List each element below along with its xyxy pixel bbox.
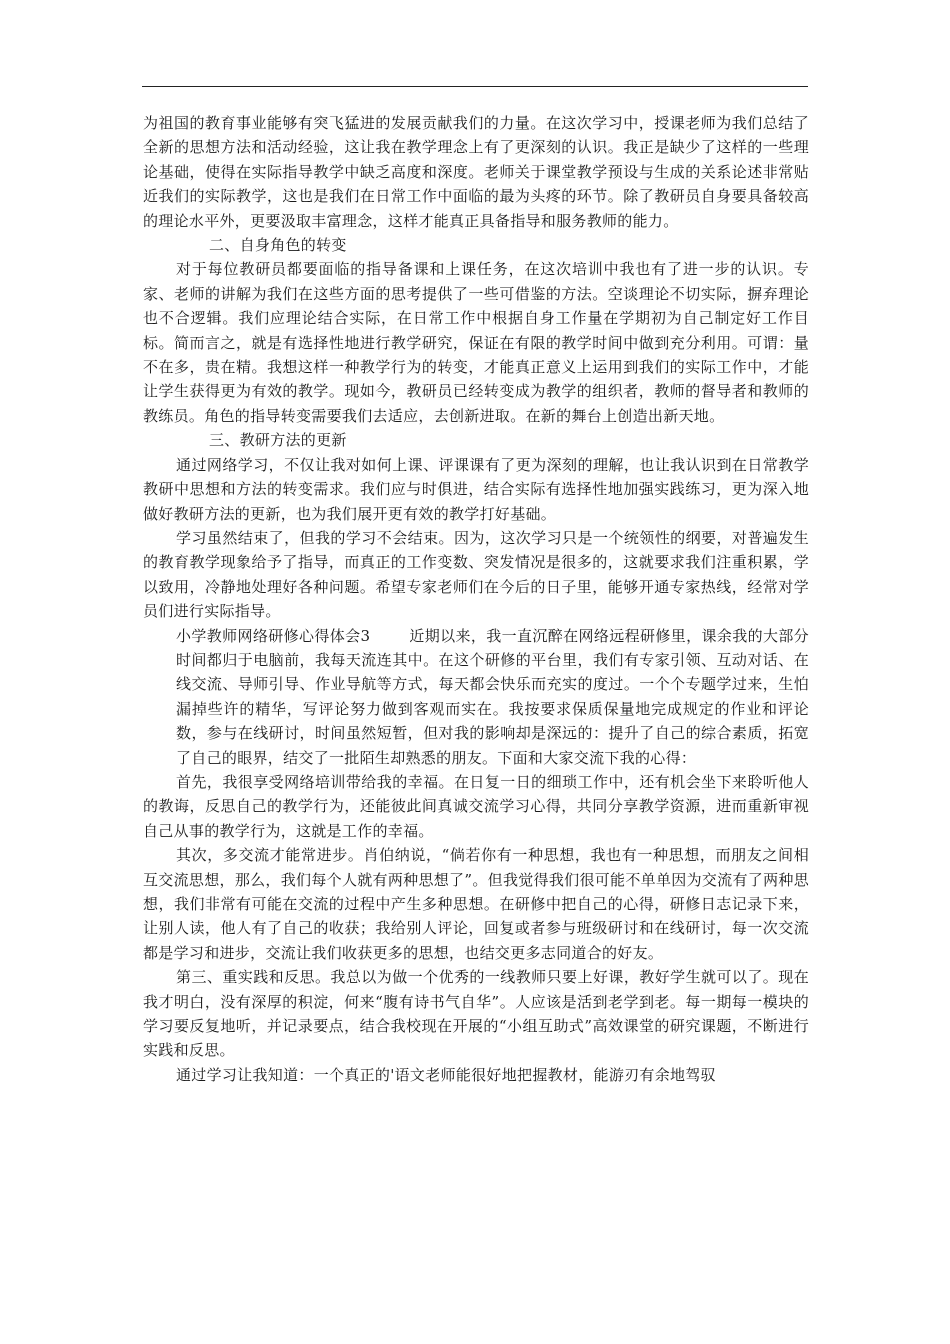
paragraph-study-end: 学习虽然结束了，但我的学习不会结束。因为，这次学习只是一个统领性的纲要，对普遍发生的教育教学现象给予了指导，而真正的工作变数、突发情况是很多的，这就要求我们注重积累，学以致用，冷静地处理好各种问题。希望专家老师们在今后的日子里，能够开通专家热线，经常对学员们进行实际指导。 [143, 528, 809, 621]
paragraph-continuation: 为祖国的教育事业能够有突飞猛进的发展贡献我们的力量。在这次学习中，授课老师为我们总结了全新的思想方法和活动经验，这让我在教学理念上有了更深刻的认识。我正是缺少了这样的一些理论基础，使得在实际指导教学中缺乏高度和深度。老师关于课堂教学预设与生成的关系论述非常贴近我们的实际教学，这也是我们在日常工作中面临的最为头疼的环节。除了教研员自身要具备较高的理论水平外，更要汲取丰富理念，这样才能真正具备指导和服务教师的能力。 [143, 114, 809, 230]
paragraph-method-update: 通过网络学习，不仅让我对如何上课、评课课有了更为深刻的理解，也让我认识到在日常教学教研中思想和方法的转变需求。我们应与时俱进，结合实际有选择性地加强实践练习，更为深入地做好教研方法的更新，也为我们展开更有效的教学打好基础。 [143, 455, 809, 523]
paragraph-article-3 [143, 624, 809, 770]
section-heading-2: 二、自身角色的转变 [209, 236, 347, 255]
header-rule [142, 86, 808, 87]
article-intro: 近期以来，我一直沉醉在网络远程研修里，课余我的大部分时间都归于电脑前，我每天流连其中。在这个研修的平台里，我们有专家引领、互动对话、在线交流、导师引导、作业导航等方式，每天都会快乐而充实的度过。一个个专题学过来，生怕漏掉些许的精华，写评论努力做到客观而实在。我按要求保质保量地完成规定的作业和评论数，参与在线研讨，时间虽然短暂，但对我的影响却是深远的：提升了自己的综合素质，拓宽了自己的眼界，结交了一批陌生却熟悉的朋友。下面和大家交流下我的心得： [176, 626, 809, 767]
paragraph-first: 首先，我很享受网络培训带给我的幸福。在日复一日的细琐工作中，还有机会坐下来聆听他人的教诲，反思自己的教学行为，还能彼此间真诚交流学习心得，共同分享教学资源，进而重新审视自己从事的教学行为，这就是工作的幸福。 [143, 772, 809, 840]
document-body [143, 111, 809, 1087]
paragraph-third: 第三、重实践和反思。我总以为做一个优秀的一线教师只要上好课，教好学生就可以了。现在我才明白，没有深厚的积淀，何来“腹有诗书气自华”。人应该是活到老学到老。每一期每一模块的学习要反复地听，并记录要点，结合我校现在开展的“小组互助式”高效课堂的研究课题，不断进行实践和反思。 [143, 968, 809, 1060]
paragraph-last: 通过学习让我知道：一个真正的'语文老师能很好地把握教材，能游刃有余地驾驭 [176, 1065, 716, 1084]
paragraph-second: 其次，多交流才能常进步。肖伯纳说，“倘若你有一种思想，我也有一种思想，而朋友之间相互交流思想，那么，我们每个人就有两种思想了”。但我觉得我们很可能不单单因为交流有了两种思想，我们非常有可能在交流的过程中产生多种思想。在研修中把自己的心得，研修日志记录下来，让别人读，他人有了自己的收获；我给别人评论，回复或者参与班级研讨和在线研讨，每一次交流都是学习和进步，交流让我们收获更多的思想，也结交更多志同道合的好友。 [143, 846, 809, 962]
article-title: 小学教师网络研修心得体会3 [176, 626, 371, 645]
paragraph-role-change: 对于每位教研员都要面临的指导备课和上课任务，在这次培训中我也有了进一步的认识。专家、老师的讲解为我们在这些方面的思考提供了一些可借鉴的方法。空谈理论不切实际，摒弃理论也不合逻辑。我们应理论结合实际，在日常工作中根据自身工作量在学期初为自己制定好工作目标。简而言之，就是有选择性地进行教学研究，保证在有限的教学时间中做到充分利用。可谓：量不在多，贵在精。我想这样一种教学行为的转变，才能真正意义上运用到我们的实际工作中，才能让学生获得更为有效的教学。现如今，教研员已经转变成为教学的组织者，教师的督导者和教师的教练员。角色的指导转变需要我们去适应，去创新进取。在新的舞台上创造出新天地。 [143, 260, 809, 425]
section-heading-3: 三、教研方法的更新 [209, 431, 347, 450]
